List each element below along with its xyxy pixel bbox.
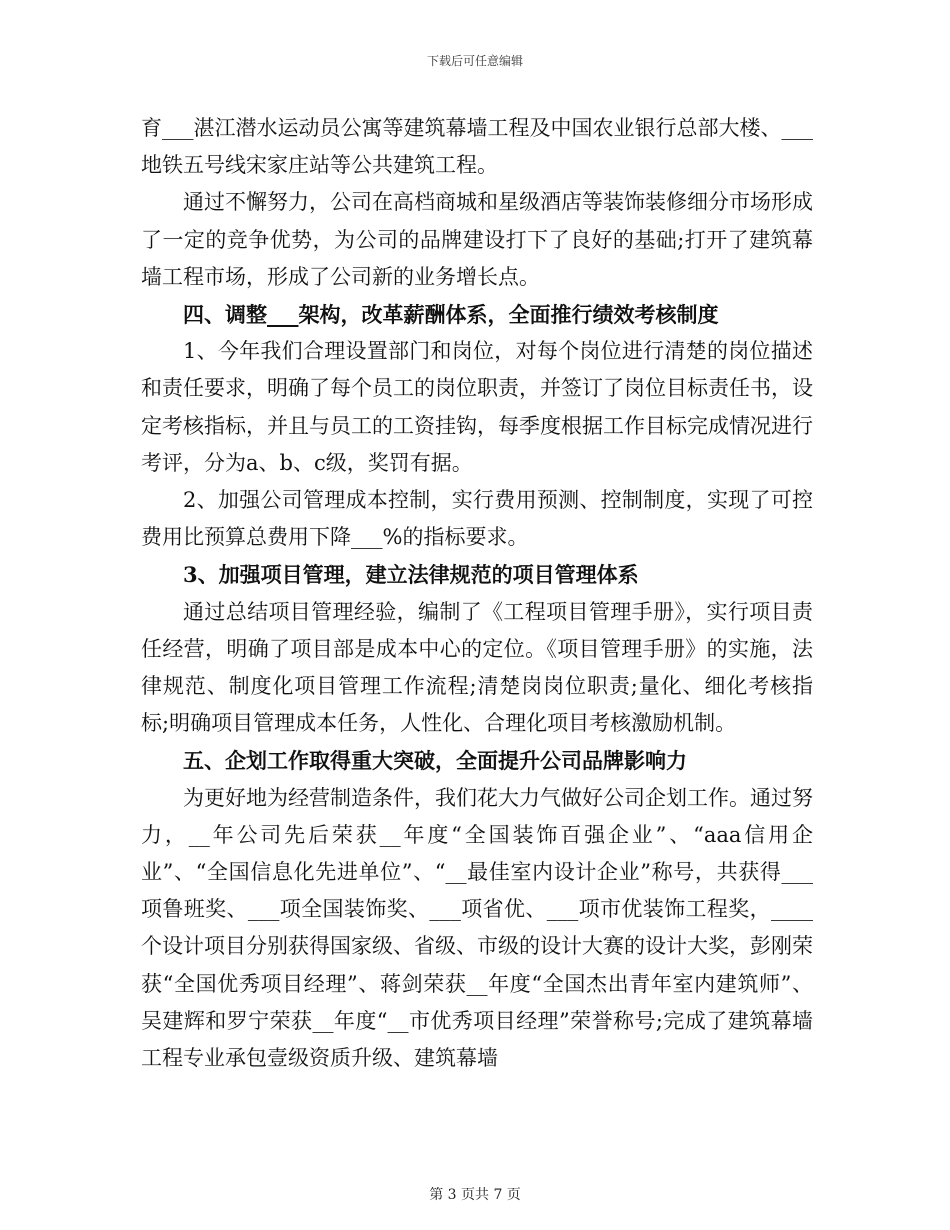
paragraph-4: 2、加强公司管理成本控制，实行费用预测、控制制度，实现了可控费用比预算总费用下降___%的指标要求。 — [141, 488, 813, 550]
paragraph-3: 1、今年我们合理设置部门和岗位，对每个岗位进行清楚的岗位描述和责任要求，明确了每个员工的岗位职责，并签订了岗位目标责任书，设定考核指标，并且与员工的工资挂钩，每季度根据工作目标完成情况进行考评，分为a、b、c级，奖罚有据。 — [141, 339, 813, 475]
paragraph-6: 为更好地为经营制造条件，我们花大力气做好公司企划工作。通过努力，__年公司先后荣获__年度“全国装饰百强企业”、“aaa信用企业”、“全国信息化先进单位”、“__最佳室内设计企业”称号，共获得___项鲁班奖、___项全国装饰奖、___项省优、___项市优装饰工程奖，____个设计项目分别获得国家级、省级、市级的设计大赛的设计大奖，彭刚荣获“全国优秀项目经理”、蒋剑荣获__年度“全国杰出青年室内建筑师”、吴建辉和罗宁荣获__年度“__市优秀项目经理”荣誉称号;完成了建筑幕墙工程专业承包壹级资质升级、建筑幕墙 — [141, 785, 813, 1071]
paragraph-2: 通过不懈努力，公司在高档商城和星级酒店等装饰装修细分市场形成了一定的竞争优势，为公司的品牌建设打下了良好的基础;打开了建筑幕墙工程市场，形成了公司新的业务增长点。 — [141, 190, 813, 289]
paragraph-1: 育___湛江潜水运动员公寓等建筑幕墙工程及中国农业银行总部大楼、___地铁五号线宋家庄站等公共建筑工程。 — [141, 116, 813, 178]
page-footer: 第 3 页共 7 页 — [429, 1187, 521, 1203]
subsection-heading-3: 3、加强项目管理，建立法律规范的项目管理体系 — [183, 562, 639, 588]
page-header: 下载后可任意编辑 — [426, 54, 523, 68]
paragraph-5: 通过总结项目管理经验，编制了《工程项目管理手册》，实行项目责任经营，明确了项目部是成本中心的定位。《项目管理手册》的实施，法律规范、制度化项目管理工作流程;清楚岗岗位职责;量化、细化考核指标;明确项目管理成本任务，人性化、合理化项目考核激励机制。 — [141, 599, 813, 736]
section-heading-4: 四、调整___架构，改革薪酬体系，全面推行绩效考核制度 — [183, 302, 719, 328]
document-body — [141, 110, 813, 1077]
section-heading-5: 五、企划工作取得重大突破，全面提升公司品牌影响力 — [183, 748, 687, 774]
